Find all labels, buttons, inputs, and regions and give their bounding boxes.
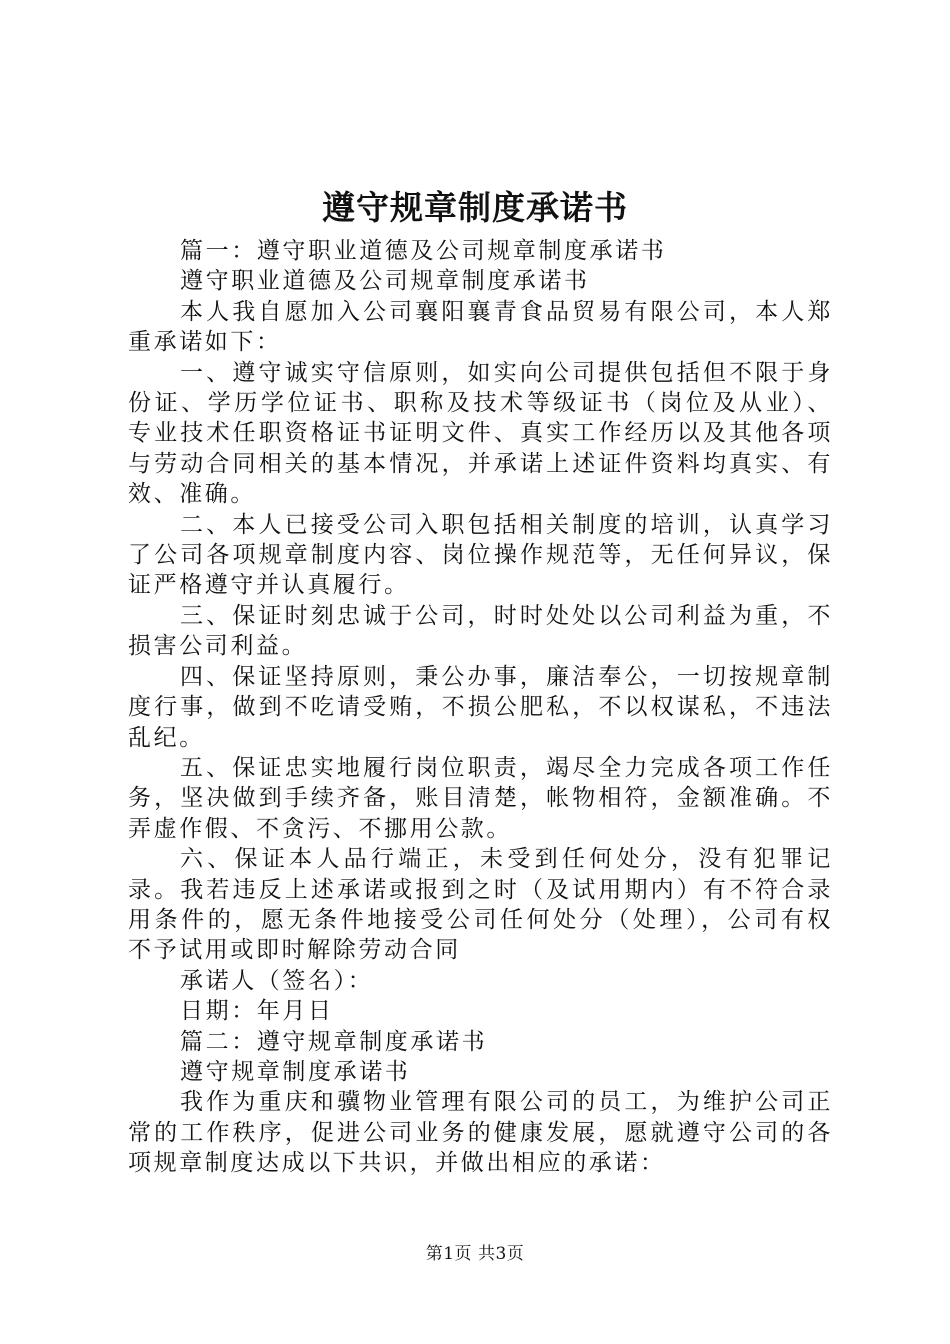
subtitle-part-two: 遵守规章制度承诺书 <box>180 1058 411 1085</box>
paragraph-clause-six: 六、保证本人品行端正，未受到任何处分，没有犯罪记录。我若违反上述承诺或报到之时（及试用期内）有不符合录用条件的，愿无条件地接受公司任何处分（处理），公司有权不予试用或即时解除劳动合同 <box>128 846 833 964</box>
page-footer: 第1页 共3页 <box>425 1244 525 1264</box>
paragraph-clause-three: 三、保证时刻忠诚于公司，时时处处以公司利益为重，不损害公司利益。 <box>128 602 833 660</box>
paragraph-clause-four: 四、保证坚持原则，秉公办事，廉洁奉公，一切按规章制度行事，做到不吃请受贿，不损公肥私，不以权谋私，不违法乱纪。 <box>128 663 833 751</box>
paragraph-intro-two: 我作为重庆和骥物业管理有限公司的员工，为维护公司正常的工作秩序，促进公司业务的健康发展，愿就遵守公司的各项规章制度达成以下共识，并做出相应的承诺： <box>128 1089 833 1177</box>
signature-line: 承诺人（签名）： <box>180 967 374 994</box>
section-heading-part-two: 篇二：遵守规章制度承诺书 <box>180 1028 488 1055</box>
document-body <box>128 236 833 1179</box>
subtitle-part-one: 遵守职业道德及公司规章制度承诺书 <box>180 268 590 295</box>
paragraph-clause-one: 一、遵守诚实守信原则，如实向公司提供包括但不限于身份证、学历学位证书、职称及技术等级证书（岗位及从业）、专业技术任职资格证书证明文件、真实工作经历以及其他各项与劳动合同相关的基本情况，并承诺上述证件资料均真实、有效、准确。 <box>128 359 833 508</box>
paragraph-clause-five: 五、保证忠实地履行岗位职责，竭尽全力完成各项工作任务，坚决做到手续齐备，账目清楚，帐物相符，金额准确。不弄虚作假、不贪污、不挪用公款。 <box>128 754 833 842</box>
paragraph-clause-two: 二、本人已接受公司入职包括相关制度的培训，认真学习了公司各项规章制度内容、岗位操作规范等，无任何异议，保证严格遵守并认真履行。 <box>128 511 833 599</box>
section-heading-part-one: 篇一：遵守职业道德及公司规章制度承诺书 <box>180 238 667 264</box>
paragraph-intro-one: 本人我自愿加入公司襄阳襄青食品贸易有限公司，本人郑重承诺如下： <box>128 298 833 356</box>
date-line: 日期：年月日 <box>180 998 334 1025</box>
document-title: 遵守规章制度承诺书 <box>322 188 628 227</box>
